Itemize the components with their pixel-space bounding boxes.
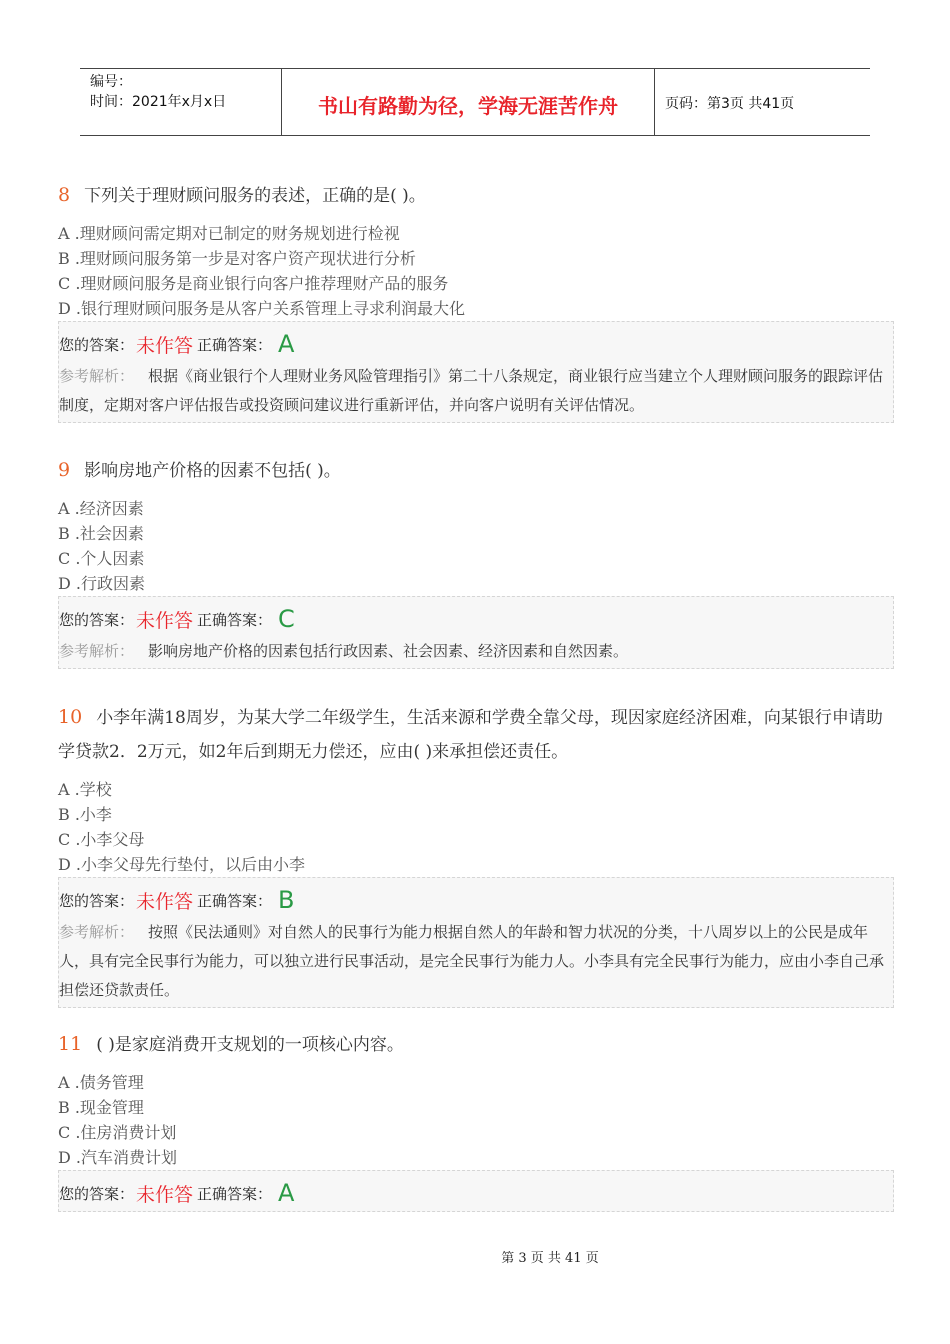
- question-number: 9: [58, 459, 71, 481]
- explanation-text: 根据《商业银行个人理财业务风险管理指引》第二十八条规定，商业银行应当建立个人理财顾问服务的跟踪评估制度，定期对客户评估报告或投资顾问建议进行重新评估，并向客户说明有关评估情况。: [59, 367, 884, 414]
- option-a[interactable]: A .学校: [58, 780, 112, 799]
- your-answer-value: 未作答: [136, 890, 194, 913]
- your-answer-label: 您的答案：: [59, 891, 135, 910]
- option-d[interactable]: D .小李父母先行垫付，以后由小李: [58, 855, 306, 874]
- question-10: [58, 700, 894, 1008]
- your-answer-label: 您的答案：: [59, 610, 135, 629]
- option-a[interactable]: A .理财顾问需定期对已制定的财务规划进行检视: [58, 224, 400, 243]
- explanation-label: 参考解析：: [59, 642, 135, 660]
- explanation: [59, 362, 893, 422]
- time-label: 时间：2021年x月x日: [90, 94, 227, 110]
- explanation: [59, 637, 893, 668]
- explanation-text: 影响房地产价格的因素包括行政因素、社会因素、经济因素和自然因素。: [148, 642, 629, 660]
- explanation: [59, 918, 893, 1007]
- option-c[interactable]: C .住房消费计划: [58, 1123, 177, 1142]
- option-list: [58, 1070, 894, 1170]
- motto: 书山有路勤为径，学海无涯苦作舟: [282, 69, 655, 135]
- option-b[interactable]: B .社会因素: [58, 524, 144, 543]
- correct-answer-value: A: [278, 330, 295, 358]
- explanation-text: 按照《民法通则》对自然人的民事行为能力根据自然人的年龄和智力状况的分类，十八周岁以上的公民是成年人，具有完全民事行为能力，可以独立进行民事活动，是完全民事行为能力人。小李具有完全民事行为能力，应由小李自己承担偿还贷款责任。: [59, 923, 885, 999]
- question-text: ( )是家庭消费开支规划的一项核心内容。: [96, 1035, 404, 1055]
- option-c[interactable]: C .个人因素: [58, 549, 145, 568]
- correct-answer-label: 正确答案：: [197, 610, 273, 629]
- your-answer-label: 您的答案：: [59, 1184, 135, 1203]
- header-meta: [80, 69, 282, 135]
- question-title: [58, 178, 894, 213]
- question-text: 小李年满18周岁，为某大学二年级学生，生活来源和学费全靠父母，现因家庭经济困难，向某银行申请助学贷款2．2万元，如2年后到期无力偿还，应由( )来承担偿还责任。: [58, 708, 883, 762]
- option-list: [58, 777, 894, 877]
- your-answer-value: 未作答: [136, 334, 194, 357]
- answer-row: [59, 326, 893, 362]
- page-info: 页码：第3页 共41页: [665, 96, 795, 112]
- answer-box: [58, 321, 894, 423]
- question-number: 8: [58, 184, 71, 206]
- correct-answer-value: B: [278, 886, 295, 914]
- question-title: [58, 1027, 894, 1062]
- page-footer: 第 3 页 共 41 页: [501, 1251, 599, 1266]
- option-a[interactable]: A .经济因素: [58, 499, 144, 518]
- correct-answer-value: A: [278, 1179, 295, 1207]
- question-number: 11: [58, 1033, 83, 1055]
- option-c[interactable]: C .理财顾问服务是商业银行向客户推荐理财产品的服务: [58, 274, 449, 293]
- correct-answer-value: C: [278, 605, 295, 633]
- answer-box: [58, 877, 894, 1008]
- answer-row: [59, 1175, 893, 1211]
- answer-row: [59, 882, 893, 918]
- question-text: 下列关于理财顾问服务的表述，正确的是( )。: [84, 186, 426, 206]
- your-answer-value: 未作答: [136, 609, 194, 632]
- your-answer-label: 您的答案：: [59, 335, 135, 354]
- option-b[interactable]: B .现金管理: [58, 1098, 144, 1117]
- option-c[interactable]: C .小李父母: [58, 830, 145, 849]
- correct-answer-label: 正确答案：: [197, 335, 273, 354]
- answer-box: [58, 596, 894, 669]
- option-list: [58, 221, 894, 321]
- explanation-label: 参考解析：: [59, 367, 135, 385]
- question-title: [58, 700, 894, 769]
- option-d[interactable]: D .银行理财顾问服务是从客户关系管理上寻求利润最大化: [58, 299, 466, 318]
- question-8: [58, 178, 894, 423]
- option-a[interactable]: A .债务管理: [58, 1073, 144, 1092]
- question-number: 10: [58, 706, 83, 728]
- number-label: 编号：: [90, 74, 132, 90]
- correct-answer-label: 正确答案：: [197, 891, 273, 910]
- question-9: [58, 453, 894, 669]
- answer-row: [59, 601, 893, 637]
- option-d[interactable]: D .汽车消费计划: [58, 1148, 178, 1167]
- explanation-label: 参考解析：: [59, 923, 135, 941]
- correct-answer-label: 正确答案：: [197, 1184, 273, 1203]
- option-list: [58, 496, 894, 596]
- answer-box: [58, 1170, 894, 1212]
- option-d[interactable]: D .行政因素: [58, 574, 146, 593]
- page-header: [80, 68, 870, 136]
- option-b[interactable]: B .理财顾问服务第一步是对客户资产现状进行分析: [58, 249, 416, 268]
- option-b[interactable]: B .小李: [58, 805, 112, 824]
- question-text: 影响房地产价格的因素不包括( )。: [84, 461, 341, 481]
- question-11: [58, 1027, 894, 1212]
- question-title: [58, 453, 894, 488]
- your-answer-value: 未作答: [136, 1183, 194, 1206]
